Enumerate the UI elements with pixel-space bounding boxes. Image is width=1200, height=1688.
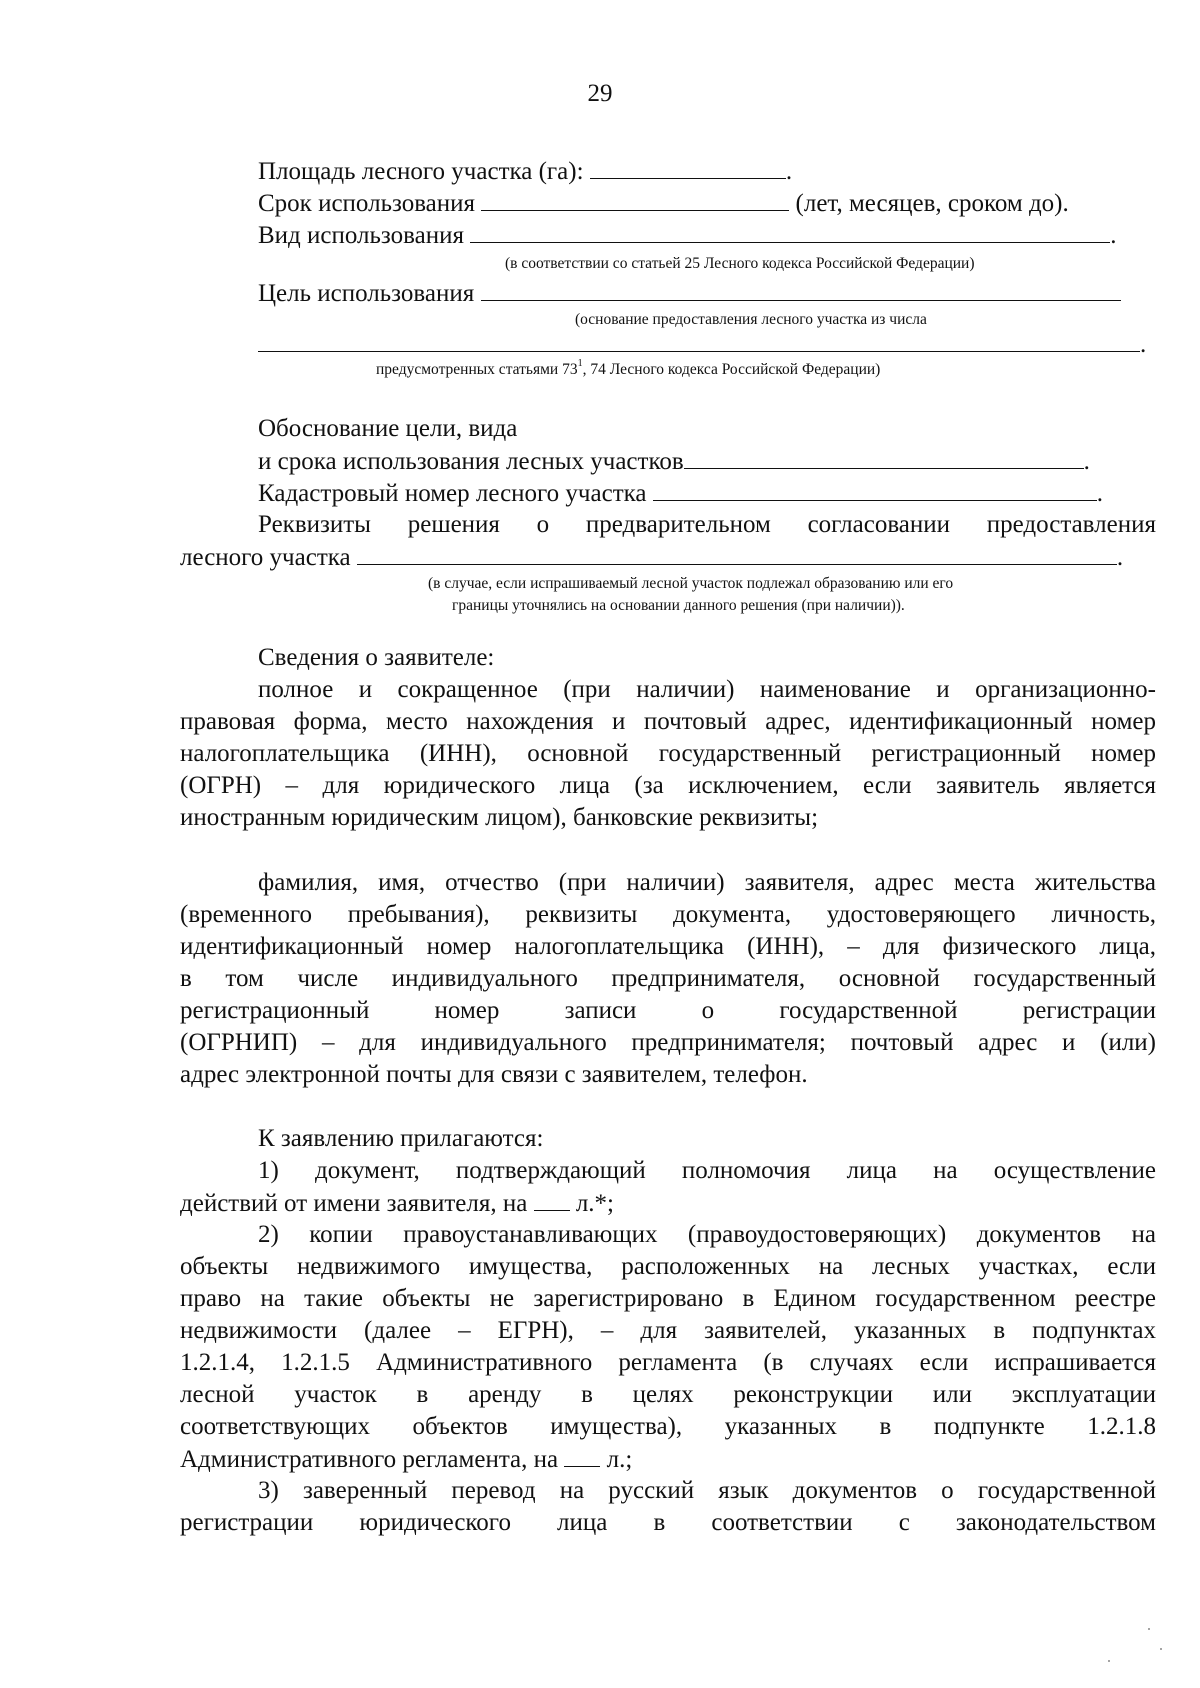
purpose-hint-2-post: , 74 Лесного кодекса Российской Федерации): [582, 361, 881, 378]
purpose-hint-2-sup: 1: [577, 358, 583, 369]
decision-period: .: [1116, 544, 1124, 571]
individual-line: (ОГРНИП) – для индивидуального предпринимателя; почтовый адрес и (или): [180, 1029, 1156, 1056]
cadastral-label: Кадастровый номер лесного участка: [258, 480, 647, 507]
decision-blank[interactable]: [357, 542, 1117, 565]
attachment-item-1-pages-suffix: л.*;: [575, 1190, 614, 1217]
page-number: 29: [587, 80, 613, 107]
purpose-hint-2: [376, 360, 880, 380]
attachment-item-2-pages-suffix: л.;: [606, 1446, 633, 1473]
legal-line: полное и сокращенное (при наличии) наименование и организационно-: [258, 676, 1156, 703]
individual-line: регистрационный номер записи о государственной регистрации: [180, 997, 1156, 1024]
cadastral-blank[interactable]: [653, 478, 1097, 501]
justification-field: [258, 446, 1090, 477]
attachment-item-2-line: соответствующих объектов имущества), указанных в подпункте 1.2.1.8: [180, 1413, 1156, 1440]
justification-label: и срока использования лесных участков: [258, 448, 684, 475]
attachment-item-2-line: право на такие объекты не зарегистрировано в Едином государственном реестре: [180, 1285, 1156, 1312]
area-period: .: [785, 158, 793, 185]
attachment-item-2: 2) копии правоустанавливающих (правоудостоверяющих) документов на: [258, 1221, 1156, 1248]
attachment-item-2-line: лесной участок в аренду в целях реконструкции или эксплуатации: [180, 1381, 1156, 1408]
type-period: .: [1110, 222, 1117, 249]
type-blank[interactable]: [470, 220, 1110, 243]
cadastral-period: .: [1096, 480, 1103, 507]
purpose-extra-period: .: [1140, 331, 1147, 358]
attachment-item-2-pages-blank[interactable]: [564, 1444, 600, 1467]
legal-line: налогоплательщика (ИНН), основной государственный регистрационный номер: [180, 740, 1156, 767]
purpose-hint-1: (основание предоставления лесного участка из числа: [575, 311, 927, 328]
attachment-item-1-pages-label: действий от имени заявителя, на: [180, 1190, 528, 1217]
attachment-item-3-line: регистрации юридического лица в соответствии с законодательством: [180, 1509, 1156, 1536]
area-label: Площадь лесного участка (га):: [258, 158, 584, 185]
type-hint: (в соответствии со статьей 25 Лесного кодекса Российской Федерации): [505, 255, 975, 272]
term-field: [258, 188, 1069, 219]
justification-period: .: [1083, 448, 1090, 475]
legal-line: правовая форма, место нахождения и почтовый адрес, идентификационный номер: [180, 708, 1156, 735]
attachment-item-2-line: недвижимости (далее – ЕГРН), – для заявителей, указанных в подпунктах: [180, 1317, 1156, 1344]
decision-line-1: Реквизиты решения о предварительном согласовании предоставления: [258, 511, 1156, 538]
purpose-extra-blank[interactable]: [258, 331, 1140, 352]
attachment-item-2-pages: [180, 1444, 632, 1475]
area-blank[interactable]: [590, 156, 786, 179]
attachment-item-1-pages: [180, 1188, 614, 1219]
term-label: Срок использования: [258, 190, 476, 217]
individual-line: в том числе индивидуального предпринимателя, основной государственный: [180, 965, 1156, 992]
attachment-item-2-line: объекты недвижимого имущества, расположенных на лесных участках, если: [180, 1253, 1156, 1280]
individual-line: идентификационный номер налогоплательщика (ИНН), – для физического лица,: [180, 933, 1156, 960]
cadastral-field: [258, 478, 1103, 509]
decision-hint-1: (в случае, если испрашиваемый лесной участок подлежал образованию или его: [428, 575, 954, 592]
purpose-field: [258, 278, 1121, 309]
decision-label: лесного участка: [180, 544, 351, 571]
purpose-label: Цель использования: [258, 280, 475, 307]
attachments-heading: К заявлению прилагаются:: [258, 1125, 544, 1152]
attachment-item-3: 3) заверенный перевод на русский язык документов о государственной: [258, 1477, 1156, 1504]
attachment-item-2-line: 1.2.1.4, 1.2.1.5 Административного регламента (в случаях если испрашивается: [180, 1349, 1156, 1376]
type-label: Вид использования: [258, 222, 464, 249]
scan-speck: [1160, 1648, 1162, 1650]
applicant-heading: Сведения о заявителе:: [258, 644, 495, 671]
individual-line: (временного пребывания), реквизиты документа, удостоверяющего личность,: [180, 901, 1156, 928]
attachment-item-1-pages-blank[interactable]: [534, 1188, 570, 1211]
justification-blank[interactable]: [684, 446, 1084, 469]
term-blank[interactable]: [481, 188, 789, 211]
purpose-extra-line: [258, 330, 1146, 360]
attachment-item-2-pages-label: Административного регламента, на: [180, 1446, 559, 1473]
legal-line: (ОГРН) – для юридического лица (за исключением, если заявитель является: [180, 772, 1156, 799]
area-field: [258, 156, 792, 187]
scan-speck: [1148, 1628, 1150, 1630]
justification-line-1: Обоснование цели, вида: [258, 415, 518, 442]
type-field: [258, 220, 1116, 251]
decision-hint-2: границы уточнялись на основании данного решения (при наличии)).: [452, 597, 905, 614]
purpose-blank[interactable]: [481, 278, 1121, 301]
individual-line: фамилия, имя, отчество (при наличии) заявителя, адрес места жительства: [258, 869, 1156, 896]
decision-field: [180, 542, 1123, 573]
purpose-hint-2-pre: предусмотренных статьями 73: [376, 361, 578, 378]
individual-line: адрес электронной почты для связи с заявителем, телефон.: [180, 1061, 808, 1088]
term-suffix: (лет, месяцев, сроком до).: [795, 190, 1069, 217]
attachment-item-1: 1) документ, подтверждающий полномочия лица на осуществление: [258, 1157, 1156, 1184]
scan-speck: [1108, 1660, 1110, 1662]
legal-line: иностранным юридическим лицом), банковские реквизиты;: [180, 804, 819, 831]
